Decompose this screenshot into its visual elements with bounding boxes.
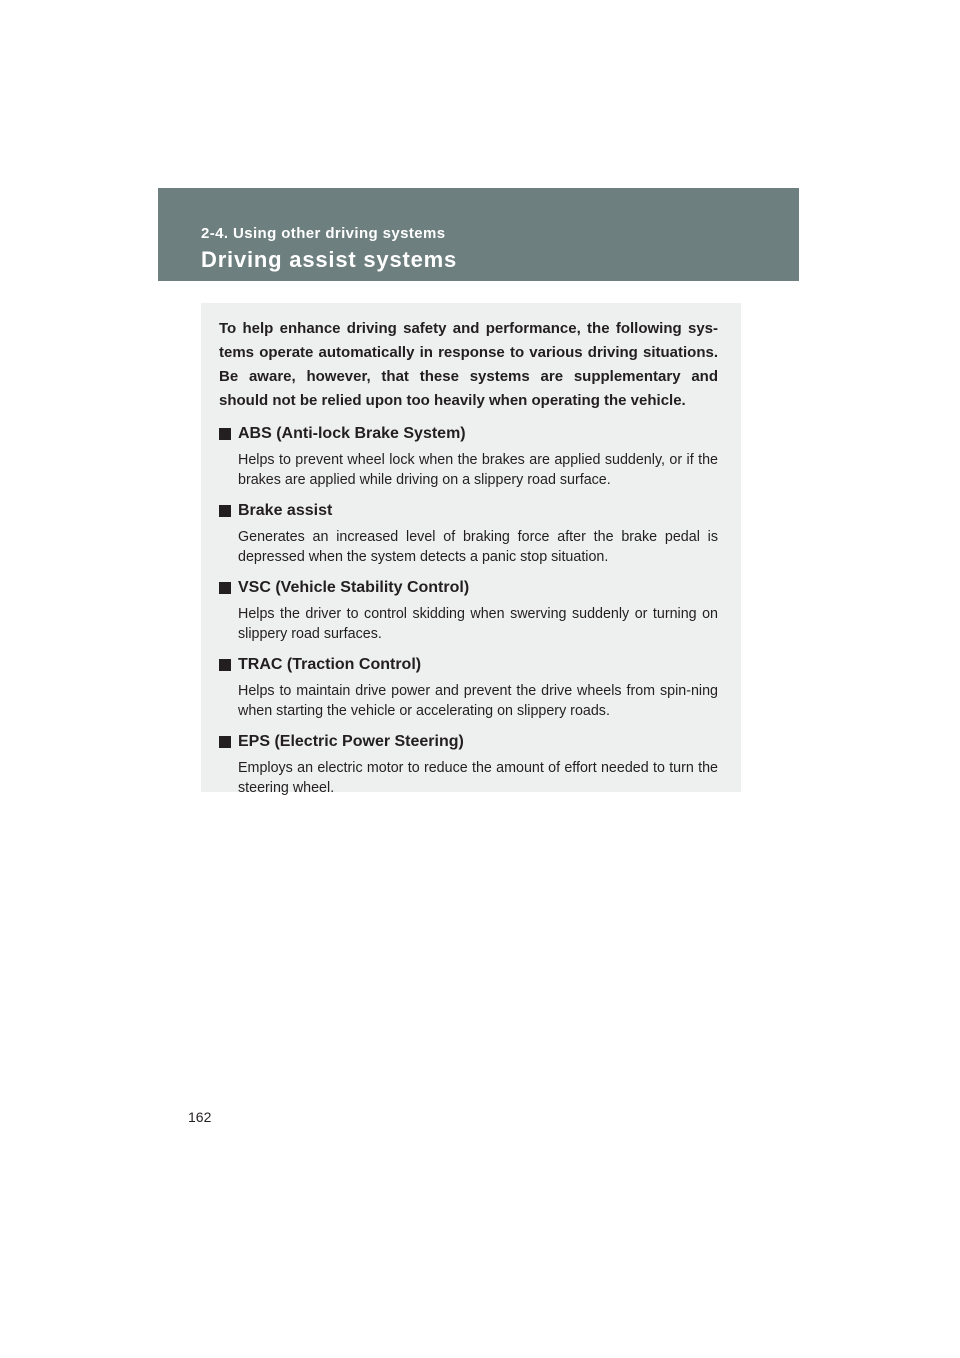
feature-description: Generates an increased level of braking force after the brake pedal is depressed when the system detects a panic stop situation. [238,529,718,565]
section-header-band [158,188,799,281]
page-title: Driving assist systems [201,247,458,272]
square-bullet-icon [219,505,231,517]
square-bullet-icon [219,659,231,671]
feature-description: Helps the driver to control skidding when swerving suddenly or turning on slippery road surfaces. [238,606,718,642]
page-number: 162 [188,1109,212,1125]
feature-title: VSC (Vehicle Stability Control) [238,579,470,596]
feature-heading [219,576,718,600]
feature-description: Helps to maintain drive power and prevent the drive wheels from spin-ning when starting the vehicle or accelerating on slippery roads. [238,683,718,719]
feature-eps [219,730,718,798]
section-label: 2-4. Using other driving systems [201,225,446,242]
feature-heading [219,422,718,446]
square-bullet-icon [219,736,231,748]
feature-vsc [219,576,718,644]
feature-brake-assist [219,499,718,567]
intro-paragraph: To help enhance driving safety and performance, the following sys-tems operate automatically in response to various driving situations. Be aware, however, that these systems are supplementary and should not be relied upon too heavily when operating the vehicle. [219,320,718,409]
feature-heading [219,730,718,754]
feature-abs [219,422,718,490]
feature-trac [219,653,718,721]
square-bullet-icon [219,428,231,440]
feature-title: EPS (Electric Power Steering) [238,733,464,750]
feature-heading [219,499,718,523]
feature-description: Employs an electric motor to reduce the amount of effort needed to turn the steering wheel. [238,760,718,796]
content-box [201,303,741,796]
feature-title: TRAC (Traction Control) [238,656,422,673]
feature-heading [219,653,718,677]
square-bullet-icon [219,582,231,594]
feature-description: Helps to prevent wheel lock when the brakes are applied suddenly, or if the brakes are applied while driving on a slippery road surface. [238,452,718,488]
feature-title: ABS (Anti-lock Brake System) [238,425,466,442]
feature-title: Brake assist [238,502,333,519]
